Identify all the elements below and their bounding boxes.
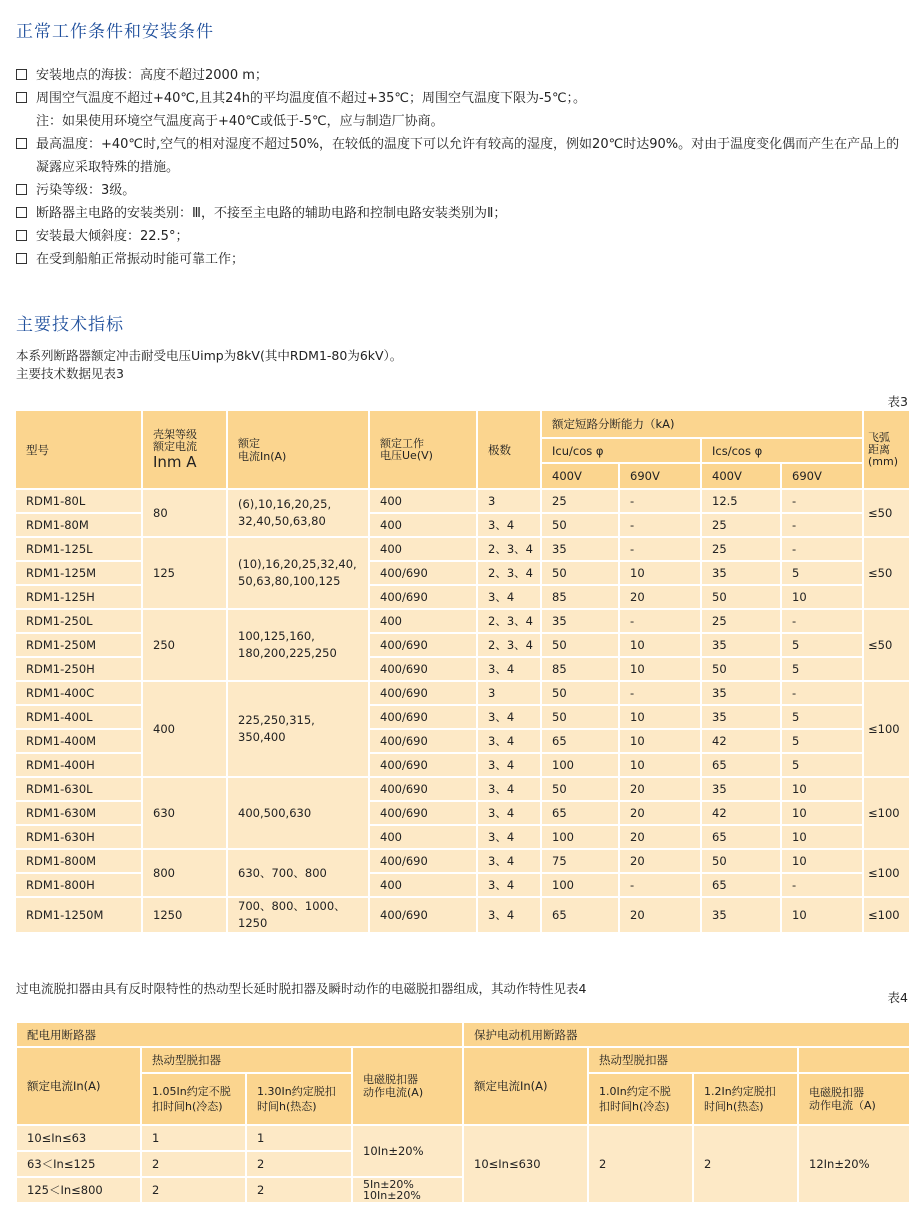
t4-right-title: 保护电动机用断路器 bbox=[463, 1022, 910, 1047]
cell-icu-690v: 20 bbox=[619, 897, 701, 933]
cell-arc-distance: ≤50 bbox=[863, 609, 910, 681]
t4-right-cold: 1.0In约定不脱 扣时间h(冷态) bbox=[588, 1073, 693, 1125]
cell-icu-400v: 25 bbox=[541, 489, 619, 513]
cell-ics-690v: 5 bbox=[781, 705, 863, 729]
header-frame-line3: Inm A bbox=[153, 452, 197, 471]
header-arc-line3: (mm) bbox=[868, 454, 899, 468]
header-arc-distance bbox=[863, 410, 910, 489]
cell-model: RDM1-1250M bbox=[15, 897, 142, 933]
cell-ics-400v: 35 bbox=[701, 777, 781, 801]
section-title-specs: 主要技术指标 bbox=[16, 315, 124, 335]
t4-right-thermal: 热动型脱扣器 bbox=[588, 1047, 798, 1073]
checkbox-icon bbox=[16, 207, 27, 218]
table-row bbox=[15, 897, 910, 933]
table-row bbox=[15, 609, 910, 633]
impulse-voltage-text: 本系列断路器额定冲击耐受电压Uimp为8kV(其中RDM1-80为6kV）。 bbox=[16, 348, 403, 363]
cell-frame-current: 125 bbox=[142, 537, 227, 609]
cell-voltage: 400/690 bbox=[369, 753, 477, 777]
checkbox-icon bbox=[16, 253, 27, 264]
cell-icu-400v: 65 bbox=[541, 801, 619, 825]
header-frame-line1: 壳架等级 bbox=[153, 427, 197, 441]
cell-ics-690v: - bbox=[781, 609, 863, 633]
cell-voltage: 400 bbox=[369, 513, 477, 537]
cell-poles: 2、3、4 bbox=[477, 609, 541, 633]
cell-ics-690v: - bbox=[781, 513, 863, 537]
cell-icu-400v: 85 bbox=[541, 585, 619, 609]
t4-left-magnetic: 电磁脱扣器 动作电流(A) bbox=[352, 1047, 463, 1125]
cell-ics-690v: - bbox=[781, 537, 863, 561]
conditions-list bbox=[16, 64, 908, 271]
condition-item bbox=[16, 64, 908, 87]
t4-right-magnetic-value: 12In±20% bbox=[798, 1125, 910, 1203]
cell-poles: 3、4 bbox=[477, 825, 541, 849]
cell-ics-400v: 35 bbox=[701, 705, 781, 729]
table-row bbox=[15, 849, 910, 873]
condition-note bbox=[16, 110, 908, 133]
header-arc-line1: 飞弧 bbox=[868, 430, 891, 444]
cell-arc-distance: ≤100 bbox=[863, 849, 910, 897]
header-arc-line2: 距离 bbox=[868, 442, 891, 456]
cell-ics-400v: 50 bbox=[701, 849, 781, 873]
cell-poles: 2、3、4 bbox=[477, 537, 541, 561]
cell-voltage: 400/690 bbox=[369, 561, 477, 585]
cell-voltage: 400/690 bbox=[369, 729, 477, 753]
cell-frame-current: 80 bbox=[142, 489, 227, 537]
cell-frame-current: 1250 bbox=[142, 897, 227, 933]
cell-rated-currents: 700、800、1000、1250 bbox=[227, 897, 369, 933]
cell-model: RDM1-80M bbox=[15, 513, 142, 537]
cell-poles: 3、4 bbox=[477, 849, 541, 873]
table3-label: 表3 bbox=[887, 394, 908, 409]
t4-left-rated-current: 额定电流In(A) bbox=[16, 1047, 141, 1125]
cell-ics-690v: 10 bbox=[781, 777, 863, 801]
cell-ics-400v: 25 bbox=[701, 513, 781, 537]
cell-model: RDM1-400C bbox=[15, 681, 142, 705]
cell-ics-400v: 35 bbox=[701, 633, 781, 657]
cell-ics-400v: 65 bbox=[701, 873, 781, 897]
t4-left-cold-value: 2 bbox=[141, 1151, 246, 1177]
cell-icu-400v: 50 bbox=[541, 513, 619, 537]
condition-text: 最高温度：+40℃时,空气的相对湿度不超过50%，在较低的温度下可以允许有较高的湿度，例如20℃时达90%。对由于温度变化偶而产生在产品上的凝露应采取特殊的措施。 bbox=[36, 137, 900, 175]
table-row bbox=[15, 537, 910, 561]
t4-left-range: 10≤In≤63 bbox=[16, 1125, 141, 1151]
cell-ics-690v: 10 bbox=[781, 801, 863, 825]
header-ics: Ics/cos φ bbox=[701, 438, 863, 463]
cell-icu-690v: 10 bbox=[619, 729, 701, 753]
header-rated-current: 额定 电流In(A) bbox=[227, 410, 369, 489]
t4-left-magnetic-value: 5In±20% 10In±20% bbox=[352, 1177, 463, 1203]
header-frame-line2: 额定电流 bbox=[153, 439, 197, 453]
t4-left-cold: 1.05In约定不脱 扣时间h(冷态) bbox=[141, 1073, 246, 1125]
condition-text: 安装地点的海拔：高度不超过2000 m； bbox=[36, 68, 268, 83]
cell-ics-690v: 10 bbox=[781, 897, 863, 933]
condition-item bbox=[16, 179, 908, 202]
table4-label: 表4 bbox=[887, 990, 908, 1005]
cell-voltage: 400/690 bbox=[369, 801, 477, 825]
cell-voltage: 400/690 bbox=[369, 681, 477, 705]
table3-technical-data bbox=[14, 409, 911, 934]
cell-arc-distance: ≤50 bbox=[863, 489, 910, 537]
cell-ics-400v: 50 bbox=[701, 585, 781, 609]
section-title-conditions: 正常工作条件和安装条件 bbox=[16, 22, 214, 42]
cell-icu-400v: 50 bbox=[541, 561, 619, 585]
cell-poles: 3、4 bbox=[477, 657, 541, 681]
cell-voltage: 400 bbox=[369, 825, 477, 849]
cell-ics-690v: 10 bbox=[781, 585, 863, 609]
cell-icu-690v: - bbox=[619, 513, 701, 537]
table-row bbox=[15, 489, 910, 513]
cell-ics-400v: 12.5 bbox=[701, 489, 781, 513]
cell-ics-690v: 5 bbox=[781, 657, 863, 681]
cell-icu-400v: 100 bbox=[541, 825, 619, 849]
cell-icu-400v: 50 bbox=[541, 681, 619, 705]
cell-ics-690v: 5 bbox=[781, 753, 863, 777]
cell-icu-690v: 20 bbox=[619, 825, 701, 849]
cell-poles: 3、4 bbox=[477, 753, 541, 777]
checkbox-icon bbox=[16, 230, 27, 241]
cell-rated-currents: 400,500,630 bbox=[227, 777, 369, 849]
release-description-text: 过电流脱扣器由具有反时限特性的热动型长延时脱扣器及瞬时动作的电磁脱扣器组成，其动作特性见表4 bbox=[16, 981, 587, 996]
cell-rated-currents: (6),10,16,20,25, 32,40,50,63,80 bbox=[227, 489, 369, 537]
cell-voltage: 400/690 bbox=[369, 777, 477, 801]
cell-poles: 3、4 bbox=[477, 873, 541, 897]
t4-left-hot: 1.30In约定脱扣 时间h(热态) bbox=[246, 1073, 352, 1125]
cell-icu-400v: 35 bbox=[541, 609, 619, 633]
cell-icu-690v: - bbox=[619, 873, 701, 897]
condition-item bbox=[16, 87, 908, 110]
cell-icu-690v: - bbox=[619, 489, 701, 513]
cell-model: RDM1-800M bbox=[15, 849, 142, 873]
cell-icu-690v: - bbox=[619, 681, 701, 705]
cell-icu-690v: 10 bbox=[619, 705, 701, 729]
cell-voltage: 400/690 bbox=[369, 633, 477, 657]
cell-model: RDM1-125M bbox=[15, 561, 142, 585]
cell-icu-400v: 100 bbox=[541, 753, 619, 777]
cell-icu-690v: 10 bbox=[619, 753, 701, 777]
checkbox-icon bbox=[16, 138, 27, 149]
cell-voltage: 400/690 bbox=[369, 657, 477, 681]
t4-left-range: 63＜In≤125 bbox=[16, 1151, 141, 1177]
checkbox-icon bbox=[16, 69, 27, 80]
condition-text: 安装最大倾斜度：22.5°； bbox=[36, 229, 189, 244]
header-ics-400v: 400V bbox=[701, 463, 781, 489]
cell-rated-currents: 225,250,315, 350,400 bbox=[227, 681, 369, 777]
header-voltage: 额定工作 电压Ue(V) bbox=[369, 410, 477, 489]
cell-icu-400v: 65 bbox=[541, 729, 619, 753]
header-breaking-capacity: 额定短路分断能力（kA) bbox=[541, 410, 863, 438]
table3-reference-text: 主要技术数据见表3 bbox=[16, 366, 124, 381]
cell-poles: 3、4 bbox=[477, 585, 541, 609]
cell-ics-690v: 5 bbox=[781, 561, 863, 585]
condition-text: 断路器主电路的安装类别：Ⅲ，不接至主电路的辅助电路和控制电路安装类别为Ⅱ； bbox=[36, 206, 507, 221]
table-row bbox=[15, 681, 910, 705]
t4-right-magnetic: 电磁脱扣器 动作电流（A) bbox=[798, 1073, 910, 1125]
cell-arc-distance: ≤50 bbox=[863, 537, 910, 609]
cell-voltage: 400 bbox=[369, 609, 477, 633]
cell-icu-690v: 20 bbox=[619, 801, 701, 825]
t4-right-hot-value: 2 bbox=[693, 1125, 798, 1203]
header-icu-400v: 400V bbox=[541, 463, 619, 489]
cell-rated-currents: 630、700、800 bbox=[227, 849, 369, 897]
cell-frame-current: 250 bbox=[142, 609, 227, 681]
condition-item bbox=[16, 248, 908, 271]
table4-release-characteristics bbox=[15, 1021, 911, 1204]
cell-voltage: 400/690 bbox=[369, 705, 477, 729]
cell-arc-distance: ≤100 bbox=[863, 681, 910, 777]
condition-text: 注：如果使用环境空气温度高于+40℃或低于-5℃，应与制造厂协商。 bbox=[36, 114, 444, 129]
cell-model: RDM1-125L bbox=[15, 537, 142, 561]
t4-left-thermal: 热动型脱扣器 bbox=[141, 1047, 352, 1073]
cell-ics-400v: 50 bbox=[701, 657, 781, 681]
cell-model: RDM1-400H bbox=[15, 753, 142, 777]
t4-left-hot-value: 2 bbox=[246, 1177, 352, 1203]
t4-right-rated-current: 额定电流In(A) bbox=[463, 1047, 588, 1125]
cell-icu-400v: 75 bbox=[541, 849, 619, 873]
cell-icu-400v: 100 bbox=[541, 873, 619, 897]
cell-icu-690v: 10 bbox=[619, 561, 701, 585]
t4-left-cold-value: 2 bbox=[141, 1177, 246, 1203]
t4-right-range: 10≤In≤630 bbox=[463, 1125, 588, 1203]
t4-left-cold-value: 1 bbox=[141, 1125, 246, 1151]
cell-ics-400v: 65 bbox=[701, 753, 781, 777]
checkbox-icon bbox=[16, 92, 27, 103]
t4-right-hot: 1.2In约定脱扣 时间h(热态) bbox=[693, 1073, 798, 1125]
cell-icu-690v: 20 bbox=[619, 585, 701, 609]
cell-frame-current: 630 bbox=[142, 777, 227, 849]
cell-arc-distance: ≤100 bbox=[863, 897, 910, 933]
cell-icu-690v: - bbox=[619, 609, 701, 633]
cell-ics-690v: 5 bbox=[781, 729, 863, 753]
cell-ics-400v: 35 bbox=[701, 897, 781, 933]
cell-model: RDM1-400L bbox=[15, 705, 142, 729]
header-ics-690v: 690V bbox=[781, 463, 863, 489]
t4-left-title: 配电用断路器 bbox=[16, 1022, 463, 1047]
cell-ics-400v: 25 bbox=[701, 609, 781, 633]
cell-model: RDM1-800H bbox=[15, 873, 142, 897]
cell-ics-400v: 25 bbox=[701, 537, 781, 561]
cell-poles: 3、4 bbox=[477, 801, 541, 825]
cell-poles: 3 bbox=[477, 489, 541, 513]
cell-model: RDM1-250M bbox=[15, 633, 142, 657]
header-poles: 极数 bbox=[477, 410, 541, 489]
cell-ics-400v: 65 bbox=[701, 825, 781, 849]
condition-item bbox=[16, 202, 908, 225]
cell-voltage: 400/690 bbox=[369, 849, 477, 873]
cell-icu-690v: 10 bbox=[619, 633, 701, 657]
cell-icu-400v: 85 bbox=[541, 657, 619, 681]
condition-text: 在受到船舶正常振动时能可靠工作； bbox=[36, 252, 245, 267]
cell-frame-current: 400 bbox=[142, 681, 227, 777]
cell-model: RDM1-125H bbox=[15, 585, 142, 609]
header-model: 型号 bbox=[15, 410, 142, 489]
cell-icu-690v: 20 bbox=[619, 849, 701, 873]
cell-poles: 3、4 bbox=[477, 777, 541, 801]
condition-text: 污染等级：3级。 bbox=[36, 183, 136, 198]
cell-ics-690v: 5 bbox=[781, 633, 863, 657]
cell-poles: 2、3、4 bbox=[477, 561, 541, 585]
t4-left-magnetic-value: 10In±20% bbox=[352, 1125, 463, 1177]
cell-poles: 3、4 bbox=[477, 705, 541, 729]
cell-icu-400v: 50 bbox=[541, 705, 619, 729]
cell-ics-690v: - bbox=[781, 681, 863, 705]
cell-poles: 3、4 bbox=[477, 513, 541, 537]
cell-frame-current: 800 bbox=[142, 849, 227, 897]
cell-model: RDM1-630L bbox=[15, 777, 142, 801]
t4-left-range: 125＜In≤800 bbox=[16, 1177, 141, 1203]
cell-ics-400v: 35 bbox=[701, 681, 781, 705]
header-frame-current bbox=[142, 410, 227, 489]
cell-icu-400v: 50 bbox=[541, 633, 619, 657]
cell-voltage: 400 bbox=[369, 489, 477, 513]
cell-icu-400v: 35 bbox=[541, 537, 619, 561]
condition-item bbox=[16, 133, 908, 179]
cell-voltage: 400/690 bbox=[369, 585, 477, 609]
t4-right-cold-value: 2 bbox=[588, 1125, 693, 1203]
cell-ics-690v: 10 bbox=[781, 825, 863, 849]
cell-ics-400v: 35 bbox=[701, 561, 781, 585]
cell-icu-690v: 10 bbox=[619, 657, 701, 681]
cell-ics-690v: 10 bbox=[781, 849, 863, 873]
cell-ics-690v: - bbox=[781, 873, 863, 897]
cell-icu-400v: 50 bbox=[541, 777, 619, 801]
cell-poles: 3、4 bbox=[477, 729, 541, 753]
cell-arc-distance: ≤100 bbox=[863, 777, 910, 849]
condition-text: 周围空气温度不超过+40℃,且其24h的平均温度值不超过+35℃；周围空气温度下限为-5℃；。 bbox=[36, 91, 587, 106]
cell-icu-690v: - bbox=[619, 537, 701, 561]
cell-icu-400v: 65 bbox=[541, 897, 619, 933]
cell-ics-400v: 42 bbox=[701, 801, 781, 825]
header-icu-690v: 690V bbox=[619, 463, 701, 489]
cell-poles: 3 bbox=[477, 681, 541, 705]
cell-model: RDM1-250H bbox=[15, 657, 142, 681]
table-row bbox=[15, 777, 910, 801]
cell-voltage: 400 bbox=[369, 873, 477, 897]
cell-model: RDM1-400M bbox=[15, 729, 142, 753]
cell-icu-690v: 20 bbox=[619, 777, 701, 801]
cell-model: RDM1-80L bbox=[15, 489, 142, 513]
cell-voltage: 400/690 bbox=[369, 897, 477, 933]
cell-model: RDM1-630M bbox=[15, 801, 142, 825]
cell-model: RDM1-630H bbox=[15, 825, 142, 849]
header-icu: Icu/cos φ bbox=[541, 438, 701, 463]
checkbox-icon bbox=[16, 184, 27, 195]
cell-model: RDM1-250L bbox=[15, 609, 142, 633]
cell-ics-400v: 42 bbox=[701, 729, 781, 753]
cell-voltage: 400 bbox=[369, 537, 477, 561]
t4-left-hot-value: 1 bbox=[246, 1125, 352, 1151]
cell-poles: 3、4 bbox=[477, 897, 541, 933]
cell-rated-currents: (10),16,20,25,32,40, 50,63,80,100,125 bbox=[227, 537, 369, 609]
cell-ics-690v: - bbox=[781, 489, 863, 513]
cell-rated-currents: 100,125,160, 180,200,225,250 bbox=[227, 609, 369, 681]
condition-item bbox=[16, 225, 908, 248]
t4-right-blank bbox=[798, 1047, 910, 1073]
t4-left-hot-value: 2 bbox=[246, 1151, 352, 1177]
cell-poles: 2、3、4 bbox=[477, 633, 541, 657]
